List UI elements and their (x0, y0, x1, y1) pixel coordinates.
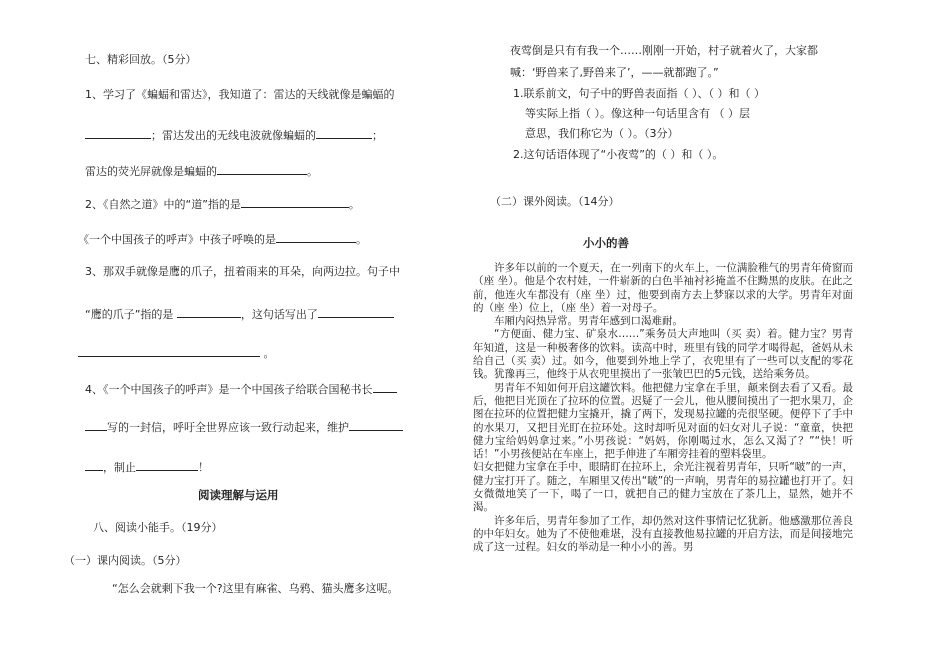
subsection2-title: （二）课外阅读。（14分） (490, 195, 620, 208)
q2-blank-2[interactable] (276, 231, 356, 243)
q4-line1 (85, 381, 397, 397)
q1-line1 (85, 88, 395, 102)
q4-text-b: 写的一封信，呼吁全世界应该一致行动起来，维护 (107, 421, 349, 434)
q3-text-end: 。 (263, 347, 275, 360)
q4-text-c1: ，制止 (103, 461, 136, 474)
story-paragraph-5: 妇女把健力宝拿在手中，眼睛盯在拉环上，余光注视着男青年，只听“啵”的一声，健力宝打开了。随之，车厢里又传出“啵”的一声响，男青年的易拉罐也打开了。妇女微微地笑了一下，喝了一口，就把自己的健力宝放在了茶几上，显然，她并不渴。 (473, 461, 853, 514)
q4-line2 (85, 419, 403, 435)
q3-text-b2: ，这句话写出了 (240, 308, 318, 321)
story-paragraph-4: 男青年不知如何开启这罐饮料。他把健力宝拿在手里，颠来倒去看了又看。最后，他把目光顶在了拉环的位置。迟疑了一会儿，他从腰间摸出了一把水果刀，企图在拉环的位置把健力宝撬开，撬了两下，发现易拉罐的壳很坚硬。便停下了手中的水果刀，又把目光盯在拉环处。这时却听见对面的妇女对儿子说：“童童，快把健力宝给妈妈拿过来。”小男孩说：“妈妈，你刚喝过水，怎么又渴了？”“快！听话！”小男孩便站在车座上，把手伸进了车厢旁挂着的塑料袋里。 (473, 381, 853, 461)
story-paragraph-3: “方便面、健力宝、矿泉水……”乘务员大声地叫（买 卖）着。健力宝？男青年知道，这是一种极奢侈的饮料。读高中时，班里有钱的同学才喝得起，爸妈从未给自己（买 卖）过。如今，他要到外地上学了，衣兜里有了一些可以支配的零花钱。犹豫再三，他终于从衣兜里摸出了一张皱巴巴的5元钱，送给乘务员。 (473, 328, 853, 381)
q1-line2 (85, 127, 383, 143)
q2b-text: 《一个中国孩子的呼声》中孩子呼唤的是 (78, 233, 276, 246)
q2-line2 (78, 231, 367, 247)
passage-start: “怎么会就剩下我一个?这里有麻雀、乌鸦、猫头鹰多这呢。 (112, 582, 399, 595)
q4-blank-5[interactable] (136, 459, 198, 471)
story-paragraph-1: 许多年以前的一个夏天，在一列南下的火车上，一位满脸稚气的男青年倚窗而（座 坐）。他是个农村娃，一件崭新的白色半袖衬衫掩盖不住黝黑的皮肤。在此之前，他连火车都没有（座 坐）过，他要到南方去上梦寐以求的大学。男青年对面的（座 坐）位上，（座 坐）着一对母子。 (473, 262, 853, 314)
rq1-line3: 意思，我们称它为（ ）。（3分） (525, 127, 679, 140)
q4-text-a: 4、《一个中国孩子的呼声》是一个中国孩子给联合国秘书长 (85, 383, 373, 396)
q1-blank-2[interactable] (316, 127, 372, 139)
rq1-line2: 等实际上指（ ）。像这种一句话里含有 （ ）层 (525, 107, 750, 120)
q4-blank-2[interactable] (85, 419, 107, 431)
q1-text-b: ；雷达发出的无线电波就像蝙蝠的 (151, 129, 316, 142)
q1-text-b-end: ； (372, 129, 383, 142)
section8-title: 八、阅读小能手。（19分） (93, 521, 223, 534)
rq2-line: 2.这句话语体现了“小夜莺”的（ ）和（ ）。 (513, 148, 724, 161)
q1-line3 (85, 163, 318, 179)
q4-text-c2: ！ (198, 461, 209, 474)
q4-line3 (85, 459, 209, 475)
q1-blank-3[interactable] (217, 163, 307, 175)
q3-blank-1[interactable] (177, 306, 241, 318)
story-paragraph-2: 车厢内闷热异常。男青年感到口渴难耐。 (494, 315, 683, 328)
q3-blank-2[interactable] (318, 306, 394, 318)
q2b-text-end: 。 (356, 233, 367, 246)
story-paragraph-6: 许多年后，男青年参加了工作，却仍然对这件事情记忆犹新。他感激那位善良的中年妇女。她为了不使他难堪，没有直接教他易拉罐的开启方法，而是间接地完成了这一过程。妇女的举动是一种小小的善。男 (473, 514, 853, 554)
story-body (473, 262, 853, 555)
passage-cont-line2: 喊：‘野兽来了,野兽来了’，——就都跑了。” (510, 66, 719, 79)
q3-blank-3[interactable] (78, 345, 260, 357)
q3-line1: 3、那双手就像是鹰的爪子，扭着雨来的耳朵，向两边拉。句子中 (85, 265, 400, 278)
q2-blank-1[interactable] (241, 196, 349, 208)
q1-blank-1[interactable] (85, 127, 151, 139)
q1-text-c-end: 。 (307, 165, 318, 178)
subsection1-title: （一）课内阅读。（5分） (64, 554, 187, 567)
q3-line2 (85, 306, 394, 322)
reading-section-title: 阅读理解与运用 (198, 488, 279, 502)
q1-text-c: 雷达的荧光屏就像是蝙蝠的 (85, 165, 217, 178)
q1-text-a: 1、学习了《蝙蝠和雷达》，我知道了：雷达的天线就像是蝙蝠的 (85, 88, 395, 101)
passage-cont-line1: 夜莺倒是只有有我一个……刚刚一开始，村子就着火了，大家都 (510, 44, 818, 57)
q3-text-b1: “鹰的爪子”指的是 (85, 308, 174, 321)
story-title: 小小的善 (583, 236, 629, 250)
q4-blank-3[interactable] (349, 419, 403, 431)
q4-blank-1[interactable] (373, 381, 397, 393)
q2-line1 (85, 196, 360, 212)
q4-blank-4[interactable] (85, 459, 103, 471)
section7-title: 七、精彩回放。（5分） (85, 53, 197, 66)
q2-text: 2、《自然之道》中的“道”指的是 (85, 198, 241, 211)
q2-text-end: 。 (348, 198, 360, 211)
rq1-line1: 1.联系前文，句子中的野兽表面指（ ）、（ ）和（ ） (513, 87, 765, 100)
q3-line3 (78, 345, 275, 361)
